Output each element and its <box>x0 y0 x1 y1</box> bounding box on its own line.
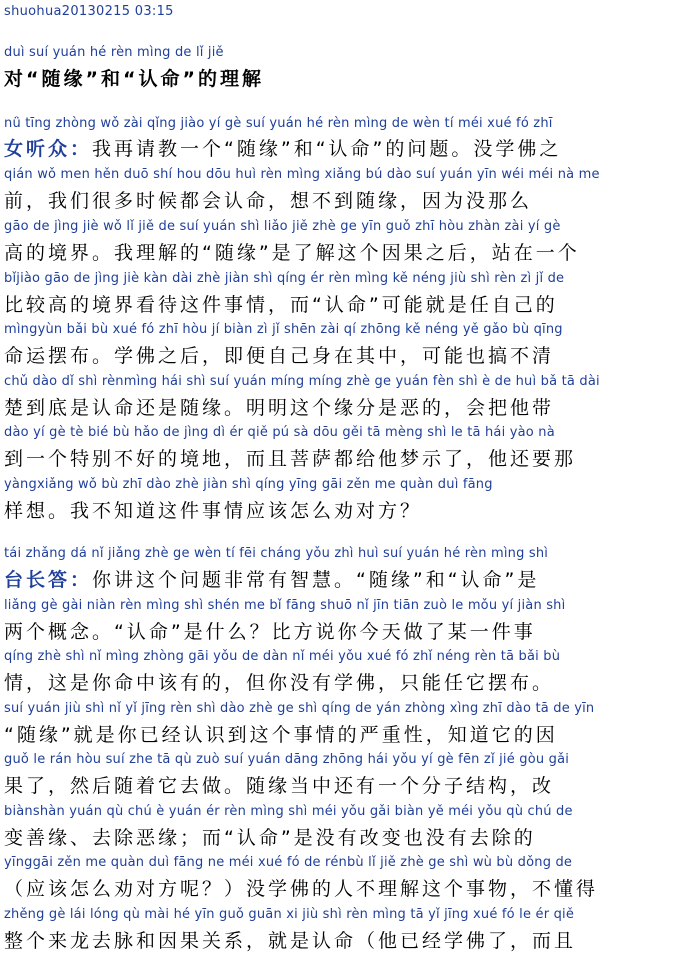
text-line: （应该怎么劝对方呢？）没学佛的人不理解这个事物，不懂得 <box>4 878 599 900</box>
pinyin-line: suí yuán jiù shì nǐ yǐ jīng rèn shì dào zhè ge shì qíng de yán zhòng xìng zhī dào tā de yīn <box>4 701 595 716</box>
text-line: 整个来龙去脉和因果关系，就是认命（他已经学佛了，而且 <box>4 930 577 952</box>
pinyin-line: biànshàn yuán qù chú è yuán ér rèn mìng shì méi yǒu gǎi biàn yě méi yǒu qù chú de <box>4 804 573 819</box>
title-pinyin: duì suí yuán hé rèn mìng de lǐ jiě <box>4 45 224 60</box>
pinyin-line: tái zhǎng dá nǐ jiǎng zhè ge wèn tí fēi cháng yǒu zhì huì suí yuán hé rèn mìng shì <box>4 546 549 561</box>
text-line: 前，我们很多时候都会认命，想不到随缘，因为没那么 <box>4 190 533 212</box>
pinyin-line: liǎng gè gài niàn rèn mìng shì shén me bǐ fāng shuō nǐ jīn tiān zuò le mǒu yí jiàn shì <box>4 598 566 613</box>
pinyin-line: chǔ dào dǐ shì rènmìng hái shì suí yuán míng míng zhè ge yuán fèn shì è de huì bǎ tā dài <box>4 374 600 389</box>
text-line: “随缘”就是你已经认识到这个事情的严重性，知道它的因 <box>4 724 558 746</box>
pinyin-line: zhěng gè lái lóng qù mài hé yīn guǒ guān xi jiù shì rèn mìng tā yǐ jīng xué fó le ér qiě <box>4 907 575 922</box>
pinyin-line: guǒ le rán hòu suí zhe tā qù zuò suí yuán dāng zhōng hái yǒu yí gè fēn zǐ jié gòu gǎi <box>4 752 570 767</box>
pinyin-line: gāo de jìng jiè wǒ lǐ jiě de suí yuán shì liǎo jiě zhè ge yīn guǒ zhī hòu zhàn zài yí gè <box>4 219 561 234</box>
text-line: 变善缘、去除恶缘；而“认命”是没有改变也没有去除的 <box>4 827 536 849</box>
text-line: 到一个特别不好的境地，而且菩萨都给他梦示了，他还要那 <box>4 448 577 470</box>
text-line: 果了，然后随着它去做。随缘当中还有一个分子结构，改 <box>4 775 555 797</box>
text-line: 命运摆布。学佛之后，即便自己身在其中，可能也搞不清 <box>4 345 555 367</box>
text-line-body: 你讲这个问题非常有智慧。“随缘”和“认命”是 <box>92 569 540 591</box>
pinyin-line: mìngyùn bǎi bù xué fó zhī hòu jí biàn zì jǐ shēn zài qí zhōng kě néng yě gǎo bù qīng <box>4 322 563 337</box>
text-line <box>4 565 685 592</box>
text-line: 楚到底是认命还是随缘。明明这个缘分是恶的，会把他带 <box>4 397 555 419</box>
pinyin-line: qián wǒ men hěn duō shí hou dōu huì rèn mìng xiǎng bú dào suí yuán yīn wéi méi nà me <box>4 167 600 182</box>
post-meta: shuohua20130215 03:15 <box>4 4 174 19</box>
pinyin-line: bǐjiào gāo de jìng jiè kàn dài zhè jiàn shì qíng ér rèn mìng kě néng jiù shì rèn zì jǐ de <box>4 271 565 286</box>
text-line: 比较高的境界看待这件事情，而“认命”可能就是任自己的 <box>4 294 558 316</box>
text-line <box>4 134 685 161</box>
page-title: 对“随缘”和“认命”的理解 <box>4 68 264 90</box>
text-line: 情，这是你命中该有的，但你没有学佛，只能任它摆布。 <box>4 672 555 694</box>
pinyin-line: qíng zhè shì nǐ mìng zhòng gāi yǒu de dàn nǐ méi yǒu xué fó zhǐ néng rèn tā bǎi bù <box>4 649 561 664</box>
speaker-label: 台长答： <box>4 569 93 591</box>
text-line: 两个概念。“认命”是什么？比方说你今天做了某一件事 <box>4 621 536 643</box>
pinyin-line: yàngxiǎng wǒ bù zhī dào zhè jiàn shì qíng yīng gāi zěn me quàn duì fāng <box>4 477 493 492</box>
text-line: 高的境界。我理解的“随缘”是了解这个因果之后，站在一个 <box>4 242 580 264</box>
speaker-label: 女听众： <box>4 138 93 160</box>
pinyin-line: nǚ tīng zhòng wǒ zài qǐng jiào yí gè suí yuán hé rèn mìng de wèn tí méi xué fó zhī <box>4 116 553 131</box>
text-line: 样想。我不知道这件事情应该怎么劝对方？ <box>4 500 423 522</box>
text-line-body: 我再请教一个“随缘”和“认命”的问题。没学佛之 <box>92 138 562 160</box>
pinyin-line: yīnggāi zěn me quàn duì fāng ne méi xué fó de rénbù lǐ jiě zhè ge shì wù bù dǒng de <box>4 855 573 870</box>
pinyin-line: dào yí gè tè bié bù hǎo de jìng dì ér qiě pú sà dōu gěi tā mèng shì le tā hái yào nà <box>4 425 555 440</box>
